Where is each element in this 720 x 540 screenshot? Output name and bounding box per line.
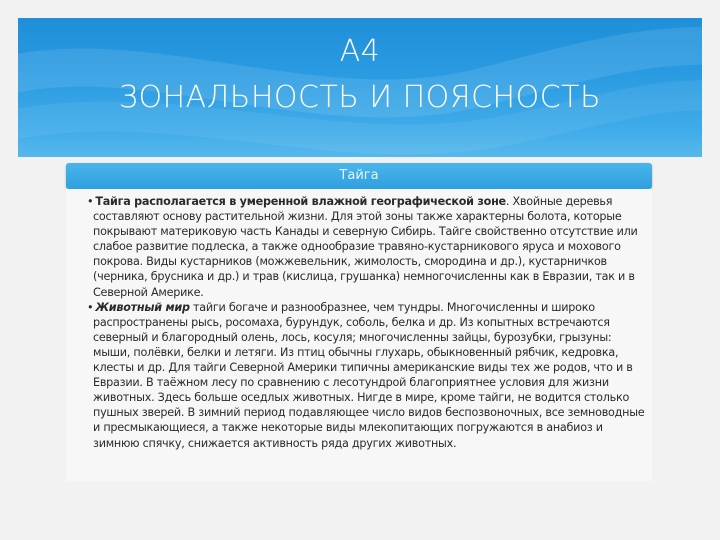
bullet-paragraph-2 <box>84 300 646 451</box>
bullet-paragraph-1 <box>84 194 646 300</box>
bullet-2-text: тайги богаче и разнообразнее, чем тундры. Многочисленны и широко распространены рысь, росомаха, бурундук, соболь, белка и др. Из копытных встречаются северный и благородный олень, лось, косуля; многочисленны зайцы, бурозубки, грызуны: мыши, полёвки, белки и летяги. Из птиц обычны глухарь, обыкновенный рябчик, кедровка, клесты и др. Для тайги Северной Америки типичны американские виды тех же родов, что и в Евразии. В таёжном лесу по сравнению с лесотундрой благоприятнее условия для жизни животных. Здесь больше оседлых животных. Нигде в мире, кроме тайги, не водится столько пушных зверей. В зимний период подавляющее число видов беспозвоночных, все земноводные и пресмыкающиеся, а также некоторые виды млекопитающих погружаются в анабиоз и зимнюю спячку, снижается активность ряда других животных. <box>93 300 645 450</box>
bullet-marker: • <box>87 195 94 208</box>
table-content <box>84 194 646 451</box>
slide-title: ЗОНАЛЬНОСТЬ И ПОЯСНОСТЬ <box>118 80 602 115</box>
bullet-2-lead: Животный мир <box>95 300 190 314</box>
bullet-1-text: . Хвойные деревья составляют основу растительной жизни. Для этой зоны также характерны болота, которые покрывают материковую часть Канады и северную Сибирь. Тайге свойственно отсутствие или слабое развитие подлеска, а также однообразие травяно-кустарникового яруса и мохового покрова. Виды кустарников (можжевельник, жимолость, смородина и др.), кустарничков (черника, брусника и др.) и трав (кислица, грушанка) немногочисленны как в Евразии, так и в Северной Америке. <box>93 195 638 299</box>
slide-title-code: А4 <box>339 34 381 69</box>
bullet-1-lead: Тайга располагается в умеренной влажной географической зоне <box>95 195 506 208</box>
table-header-taiga: Тайга <box>66 163 652 189</box>
bullet-marker: • <box>87 300 94 314</box>
